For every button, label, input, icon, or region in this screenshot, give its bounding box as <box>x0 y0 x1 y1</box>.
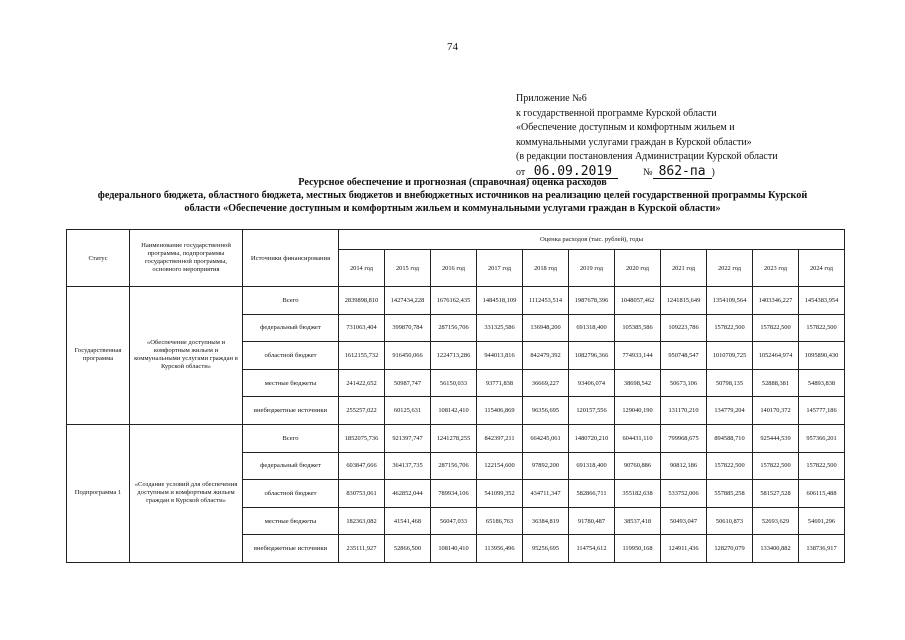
row-source: федеральный бюджет <box>243 452 339 480</box>
row-value: 364137,735 <box>385 452 431 480</box>
row-value: 50987,747 <box>385 369 431 397</box>
closing-paren: ) <box>711 166 715 178</box>
row-value: 41541,468 <box>385 507 431 535</box>
document-title <box>60 176 845 215</box>
row-value: 38698,542 <box>615 369 661 397</box>
row-value: 56150,033 <box>431 369 477 397</box>
row-source: внебюджетные источники <box>243 397 339 425</box>
title-line-2: федерального бюджета, областного бюджета, местных бюджетов и внебюджетных источников на реализацию целей государственной программы Курской <box>97 190 808 201</box>
row-value: 115406,869 <box>477 397 523 425</box>
row-value: 108140,410 <box>431 535 477 563</box>
row-value: 1112453,514 <box>523 287 569 315</box>
row-value: 113956,496 <box>477 535 523 563</box>
row-value: 109223,786 <box>661 314 707 342</box>
row-value: 52693,629 <box>753 507 799 535</box>
appendix-line-2: к государственной программе Курской области <box>516 107 717 119</box>
row-value: 582866,711 <box>569 480 615 508</box>
row-value: 606115,488 <box>799 480 845 508</box>
row-value: 533752,006 <box>661 480 707 508</box>
row-value: 157822,500 <box>799 314 845 342</box>
row-value: 52866,500 <box>385 535 431 563</box>
date-prefix: от <box>516 166 526 178</box>
row-value: 108142,410 <box>431 397 477 425</box>
year-header: 2024 год <box>799 250 845 287</box>
table-body <box>67 287 845 563</box>
row-value: 1612155,732 <box>339 342 385 370</box>
row-value: 691318,400 <box>569 452 615 480</box>
year-header: 2022 год <box>707 250 753 287</box>
row-value: 1095890,430 <box>799 342 845 370</box>
row-value: 134779,204 <box>707 397 753 425</box>
row-value: 799968,675 <box>661 424 707 452</box>
year-header: 2020 год <box>615 250 661 287</box>
row-value: 50493,047 <box>661 507 707 535</box>
row-value: 581527,528 <box>753 480 799 508</box>
row-source: внебюджетные источники <box>243 535 339 563</box>
row-value: 916450,066 <box>385 342 431 370</box>
row-value: 129040,190 <box>615 397 661 425</box>
row-value: 36669,227 <box>523 369 569 397</box>
row-source: федеральный бюджет <box>243 314 339 342</box>
row-value: 157822,500 <box>753 452 799 480</box>
row-value: 944013,816 <box>477 342 523 370</box>
row-value: 54893,838 <box>799 369 845 397</box>
row-value: 1082796,366 <box>569 342 615 370</box>
row-value: 52888,381 <box>753 369 799 397</box>
row-value: 38537,418 <box>615 507 661 535</box>
row-status: Подпрограмма 1 <box>67 424 130 562</box>
header-estimate: Оценка расходов (тыс. рублей), годы <box>339 230 845 250</box>
row-value: 462852,044 <box>385 480 431 508</box>
row-value: 90760,886 <box>615 452 661 480</box>
row-value: 120157,556 <box>569 397 615 425</box>
row-value: 1241815,649 <box>661 287 707 315</box>
row-value: 1454383,954 <box>799 287 845 315</box>
header-source: Источники финансирования <box>243 230 339 287</box>
row-value: 36384,819 <box>523 507 569 535</box>
table-row <box>67 287 845 315</box>
row-value: 1354109,564 <box>707 287 753 315</box>
title-line-3: области «Обеспечение доступным и комфортным жильем и коммунальными услугами граждан в Курской области» <box>184 203 721 214</box>
row-value: 921397,747 <box>385 424 431 452</box>
number-value: 862-па <box>653 165 712 179</box>
row-value: 842479,392 <box>523 342 569 370</box>
row-value: 1427434,228 <box>385 287 431 315</box>
row-value: 65186,763 <box>477 507 523 535</box>
row-value: 235111,927 <box>339 535 385 563</box>
row-value: 157822,500 <box>707 452 753 480</box>
row-value: 664245,061 <box>523 424 569 452</box>
row-source: местные бюджеты <box>243 507 339 535</box>
row-value: 950748,547 <box>661 342 707 370</box>
row-value: 133400,882 <box>753 535 799 563</box>
row-value: 157822,500 <box>753 314 799 342</box>
row-value: 50610,873 <box>707 507 753 535</box>
row-value: 128270,079 <box>707 535 753 563</box>
row-value: 557885,258 <box>707 480 753 508</box>
title-line-1: Ресурсное обеспечение и прогнозная (справочная) оценка расходов <box>298 177 607 188</box>
year-header: 2018 год <box>523 250 569 287</box>
row-program-name: «Создание условий для обеспечения доступным и комфортным жильем граждан в Курской области» <box>130 424 243 562</box>
row-value: 287156,706 <box>431 314 477 342</box>
row-source: Всего <box>243 287 339 315</box>
appendix-header <box>516 92 778 180</box>
row-value: 287156,706 <box>431 452 477 480</box>
appendix-line-5: (в редакции постановления Администрации Курской области <box>516 151 778 162</box>
row-source: областной бюджет <box>243 480 339 508</box>
table-row <box>67 424 845 452</box>
row-value: 122154,600 <box>477 452 523 480</box>
row-value: 1987678,396 <box>569 287 615 315</box>
row-value: 894588,710 <box>707 424 753 452</box>
row-value: 731063,404 <box>339 314 385 342</box>
row-value: 241422,652 <box>339 369 385 397</box>
row-value: 50798,135 <box>707 369 753 397</box>
row-value: 56047,033 <box>431 507 477 535</box>
row-value: 830753,061 <box>339 480 385 508</box>
row-value: 136948,200 <box>523 314 569 342</box>
year-header: 2019 год <box>569 250 615 287</box>
row-value: 434711,347 <box>523 480 569 508</box>
row-value: 60125,631 <box>385 397 431 425</box>
row-value: 1403346,227 <box>753 287 799 315</box>
year-header: 2017 год <box>477 250 523 287</box>
row-value: 140170,372 <box>753 397 799 425</box>
row-value: 603847,666 <box>339 452 385 480</box>
row-value: 399870,784 <box>385 314 431 342</box>
row-value: 157822,500 <box>707 314 753 342</box>
row-source: областной бюджет <box>243 342 339 370</box>
row-value: 1676162,435 <box>431 287 477 315</box>
row-status: Государственная программа <box>67 287 130 425</box>
row-value: 604431,110 <box>615 424 661 452</box>
row-value: 124911,436 <box>661 535 707 563</box>
year-header: 2021 год <box>661 250 707 287</box>
row-source: Всего <box>243 424 339 452</box>
year-header: 2015 год <box>385 250 431 287</box>
row-value: 2839898,810 <box>339 287 385 315</box>
row-value: 691318,400 <box>569 314 615 342</box>
date-value: 06.09.2019 <box>528 165 618 179</box>
row-value: 1224713,286 <box>431 342 477 370</box>
year-header: 2023 год <box>753 250 799 287</box>
page-number: 74 <box>447 41 458 53</box>
row-value: 114754,612 <box>569 535 615 563</box>
row-value: 1010709,725 <box>707 342 753 370</box>
row-value: 138736,917 <box>799 535 845 563</box>
row-value: 957366,201 <box>799 424 845 452</box>
row-value: 255257,022 <box>339 397 385 425</box>
row-value: 119950,168 <box>615 535 661 563</box>
row-value: 774933,144 <box>615 342 661 370</box>
budget-table <box>66 229 845 563</box>
row-value: 145777,186 <box>799 397 845 425</box>
appendix-line-3: «Обеспечение доступным и комфортным жильем и <box>516 122 735 133</box>
number-prefix: № <box>643 166 653 178</box>
row-value: 1048057,462 <box>615 287 661 315</box>
row-value: 789934,106 <box>431 480 477 508</box>
row-value: 93771,838 <box>477 369 523 397</box>
row-value: 157822,500 <box>799 452 845 480</box>
row-source: местные бюджеты <box>243 369 339 397</box>
row-value: 95256,695 <box>523 535 569 563</box>
row-value: 331325,586 <box>477 314 523 342</box>
row-value: 182363,082 <box>339 507 385 535</box>
header-name: Наименование государственной программы, подпрограммы государственной программы, основного мероприятия <box>130 230 243 287</box>
year-header: 2014 год <box>339 250 385 287</box>
row-value: 1484518,109 <box>477 287 523 315</box>
header-status: Статус <box>67 230 130 287</box>
row-value: 925444,539 <box>753 424 799 452</box>
appendix-line-4: коммунальными услугами граждан в Курской области» <box>516 136 752 148</box>
row-value: 1241278,255 <box>431 424 477 452</box>
row-value: 93406,074 <box>569 369 615 397</box>
row-value: 54691,296 <box>799 507 845 535</box>
row-value: 105385,586 <box>615 314 661 342</box>
row-value: 96356,695 <box>523 397 569 425</box>
row-value: 1480720,210 <box>569 424 615 452</box>
row-value: 50673,106 <box>661 369 707 397</box>
row-value: 97892,200 <box>523 452 569 480</box>
row-value: 1052464,974 <box>753 342 799 370</box>
row-value: 541099,352 <box>477 480 523 508</box>
row-value: 90812,186 <box>661 452 707 480</box>
year-header: 2016 год <box>431 250 477 287</box>
row-value: 131170,210 <box>661 397 707 425</box>
row-program-name: «Обеспечение доступным и комфортным жильем и коммунальными услугами граждан в Курской области» <box>130 287 243 425</box>
row-value: 1852075,736 <box>339 424 385 452</box>
appendix-line-1: Приложение №6 <box>516 93 587 104</box>
row-value: 842397,211 <box>477 424 523 452</box>
row-value: 355182,638 <box>615 480 661 508</box>
row-value: 91780,487 <box>569 507 615 535</box>
